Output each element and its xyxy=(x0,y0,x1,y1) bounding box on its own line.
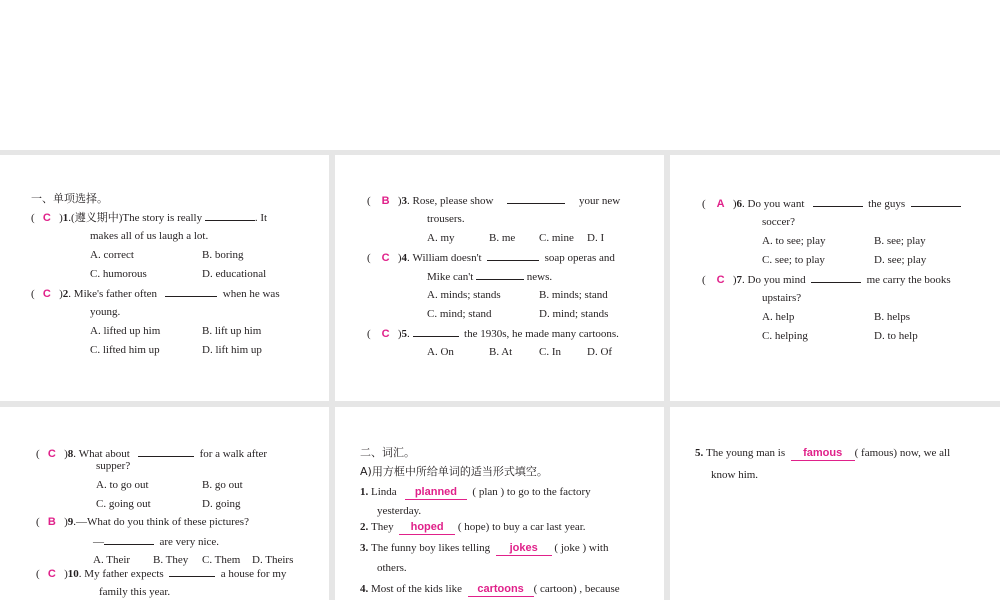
answer-6: A xyxy=(716,198,725,210)
option-d: D. educational xyxy=(202,268,267,280)
option-d: D. I xyxy=(587,232,605,244)
option-b: B. me xyxy=(489,232,516,244)
panel-bottom-left xyxy=(0,407,329,600)
question-4: ( C )4. William doesn't soap operas and xyxy=(367,252,615,264)
option-a: A. help xyxy=(762,311,795,323)
vocab-item-5-line2: know him. xyxy=(711,469,759,481)
vocab-item-1: 1. Linda planned ( plan ) to go to the factory xyxy=(360,486,591,498)
question-9-line2: — are very nice. xyxy=(93,536,220,548)
panel-top-left xyxy=(0,155,329,401)
filled-answer: cartoons xyxy=(468,582,534,597)
option-a: A. On xyxy=(427,346,454,358)
option-c: C. Them xyxy=(202,554,241,566)
question-10: ( C )10. My father expects a house for my xyxy=(36,568,287,580)
answer-5: C xyxy=(381,328,390,340)
option-a: A. lifted up him xyxy=(90,325,161,337)
question-6: ( A )6. Do you want the guys xyxy=(702,196,961,211)
filled-answer: jokes xyxy=(496,541,552,556)
question-2-line2: young. xyxy=(90,306,121,318)
option-b: B. see; play xyxy=(874,235,926,247)
question-8-line2: supper? xyxy=(96,460,131,472)
question-10-line2: family this year. xyxy=(99,586,171,598)
option-a: A. Their xyxy=(93,554,131,566)
option-b: B. lift up him xyxy=(202,325,262,337)
question-2: ( C )2. Mike's father often when he was xyxy=(31,288,280,300)
vocab-item-3: 3. The funny boy likes telling jokes ( joke ) with xyxy=(360,542,609,554)
panel-top-right xyxy=(670,155,1000,401)
answer-7: C xyxy=(716,274,725,286)
answer-1: C xyxy=(42,212,51,224)
answer-3: B xyxy=(381,195,390,207)
panel-bottom-middle xyxy=(335,407,664,600)
option-d: D. lift him up xyxy=(202,344,262,356)
option-c: C. mind; stand xyxy=(427,308,492,320)
option-b: B. helps xyxy=(874,311,911,323)
section-heading-vocab: 二、词汇。 xyxy=(360,446,415,459)
option-d: D. Theirs xyxy=(252,554,294,566)
option-a: A. my xyxy=(427,232,455,244)
answer-4: C xyxy=(381,252,390,264)
option-b: B. minds; stand xyxy=(539,289,608,301)
section-heading: 一、单项选择。 xyxy=(31,192,108,205)
filled-answer: famous xyxy=(791,446,855,461)
question-3-line2: trousers. xyxy=(427,213,465,225)
option-d: D. going xyxy=(202,498,241,510)
question-7-line2: upstairs? xyxy=(762,292,802,304)
vocab-item-1-line2: yesterday. xyxy=(377,505,422,517)
option-c: C. see; to play xyxy=(762,254,825,266)
option-c: C. humorous xyxy=(90,268,147,280)
option-c: C. lifted him up xyxy=(90,344,160,356)
option-a: A. minds; stands xyxy=(427,289,501,301)
vocab-item-5: 5. The young man is famous ( famous) now, we all xyxy=(695,447,951,459)
option-c: C. mine xyxy=(539,232,574,244)
option-d: D. see; play xyxy=(874,254,927,266)
option-d: D. to help xyxy=(874,330,918,342)
question-1-line2: makes all of us laugh a lot. xyxy=(90,230,209,242)
answer-10: C xyxy=(47,568,56,580)
panel-top-middle xyxy=(335,155,664,401)
question-6-line2: soccer? xyxy=(762,216,795,228)
option-c: C. In xyxy=(539,346,561,358)
question-4-line2: Mike can't news. xyxy=(427,271,553,283)
panel-bottom-right xyxy=(670,407,1000,600)
vocab-item-2: 2. They hoped ( hope) to buy a car last year. xyxy=(360,521,586,533)
answer-2: C xyxy=(42,288,51,300)
option-a: A. to see; play xyxy=(762,235,826,247)
question-3: ( B )3. Rose, please show your new xyxy=(367,195,621,207)
vocab-item-4: 4. Most of the kids like cartoons ( cartoon) , because xyxy=(360,583,620,595)
option-a: A. to go out xyxy=(96,479,149,491)
option-c: C. going out xyxy=(96,498,151,510)
option-b: B. boring xyxy=(202,249,244,261)
vocab-item-3-line2: others. xyxy=(377,562,407,574)
question-7: ( C )7. Do you mind me carry the books xyxy=(702,274,951,286)
filled-answer: hoped xyxy=(399,520,455,535)
answer-8: C xyxy=(47,448,56,460)
question-5: ( C )5. the 1930s, he made many cartoons. xyxy=(367,328,619,340)
option-d: D. mind; stands xyxy=(539,308,609,320)
question-9: ( B )9.—What do you think of these pictures? xyxy=(36,516,249,528)
option-c: C. helping xyxy=(762,330,808,342)
filled-answer: planned xyxy=(405,485,467,500)
option-d: D. Of xyxy=(587,346,613,358)
section-instruction: A)用方框中所给单词的适当形式填空。 xyxy=(360,465,548,478)
option-b: B. They xyxy=(153,554,189,566)
option-b: B. go out xyxy=(202,479,243,491)
question-8: ( C )8. What about for a walk after xyxy=(36,448,268,460)
option-a: A. correct xyxy=(90,249,134,261)
question-1: ( C )1.(遵义期中)The story is really . It xyxy=(31,212,268,224)
answer-9: B xyxy=(47,516,56,528)
option-b: B. At xyxy=(489,346,513,358)
